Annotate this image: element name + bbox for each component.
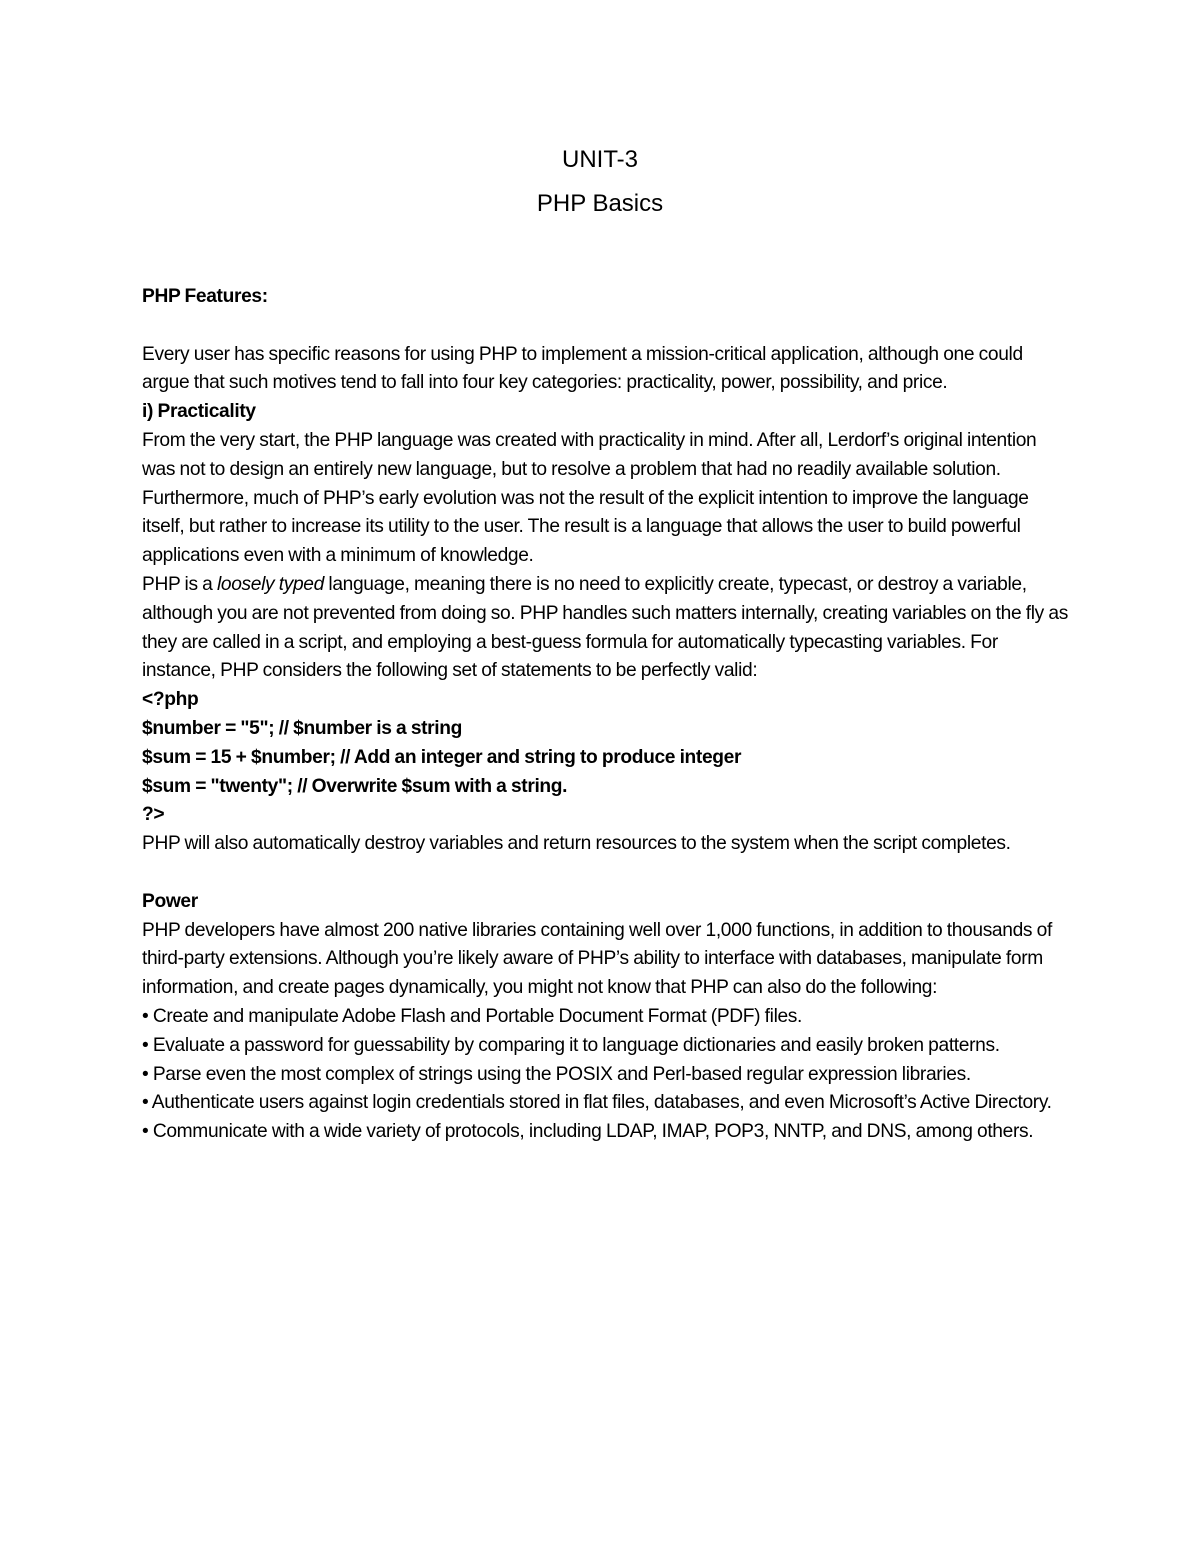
spacer	[142, 312, 1072, 341]
code-line: $sum = "twenty"; // Overwrite $sum with a string.	[142, 775, 568, 797]
paragraph-text: language, meaning there is no need to explicitly create, typecast, or destroy a variable, although you are not prevented from doing so. PHP handles such matters internally, creating variables on the fly as they are called in a script, and employing a best-guess formula for automatically typecasting variables. For instance, PHP considers the following set of statements to be perfectly valid:	[142, 573, 1068, 682]
features-intro: Every user has specific reasons for using PHP to implement a mission-critical application, although one could argue that such motives tend to fall into four key categories: practicality, power, possibility, and price.	[142, 343, 1023, 394]
code-line: $sum = 15 + $number; // Add an integer and string to produce integer	[142, 746, 742, 768]
power-heading: Power	[142, 890, 198, 912]
page-title: PHP Basics	[536, 190, 664, 217]
code-line: <?php	[142, 689, 199, 711]
bullet-item: • Authenticate users against login credentials stored in flat files, databases, and even Microsoft’s Active Directory.	[142, 1092, 1052, 1114]
code-line: ?>	[142, 804, 165, 826]
features-heading: PHP Features:	[142, 286, 268, 307]
practicality-paragraph-3: PHP will also automatically destroy variables and return resources to the system when the script completes.	[142, 833, 1011, 855]
bullet-item: • Create and manipulate Adobe Flash and Portable Document Format (PDF) files.	[142, 1005, 803, 1027]
paragraph-text: PHP is a	[142, 573, 217, 595]
practicality-paragraph-1: From the very start, the PHP language was created with practicality in mind. After all, Lerdorf’s original intention was not to design an entirely new language, but to resolve a problem that had no readily available solution. Furthermore, much of PHP’s early evolution was not the result of the explicit intention to improve the language itself, but rather to increase its utility to the user. The result is a language that allows the user to build powerful applications even with a minimum of knowledge.	[142, 429, 1037, 567]
power-intro: PHP developers have almost 200 native libraries containing well over 1,000 functions, in addition to thousands of third-party extensions. Although you’re likely aware of PHP’s ability to interface with databases, manipulate form information, and create pages dynamically, you might not know that PHP can also do the following:	[142, 919, 1052, 999]
practicality-paragraph-2	[142, 571, 1072, 686]
bullet-item: • Communicate with a wide variety of protocols, including LDAP, IMAP, POP3, NNTP, and DNS, among others.	[142, 1121, 1034, 1143]
bullet-item: • Parse even the most complex of strings using the POSIX and Perl-based regular expression libraries.	[142, 1063, 971, 1085]
practicality-heading: i) Practicality	[142, 401, 256, 423]
emphasis-text: loosely typed	[216, 573, 324, 595]
bullet-item: • Evaluate a password for guessability by comparing it to language dictionaries and easily broken patterns.	[142, 1034, 1000, 1056]
unit-title: UNIT-3	[561, 146, 638, 173]
document-body	[142, 283, 1072, 1147]
spacer	[142, 859, 1072, 888]
code-line: $number = "5"; // $number is a string	[142, 717, 463, 739]
